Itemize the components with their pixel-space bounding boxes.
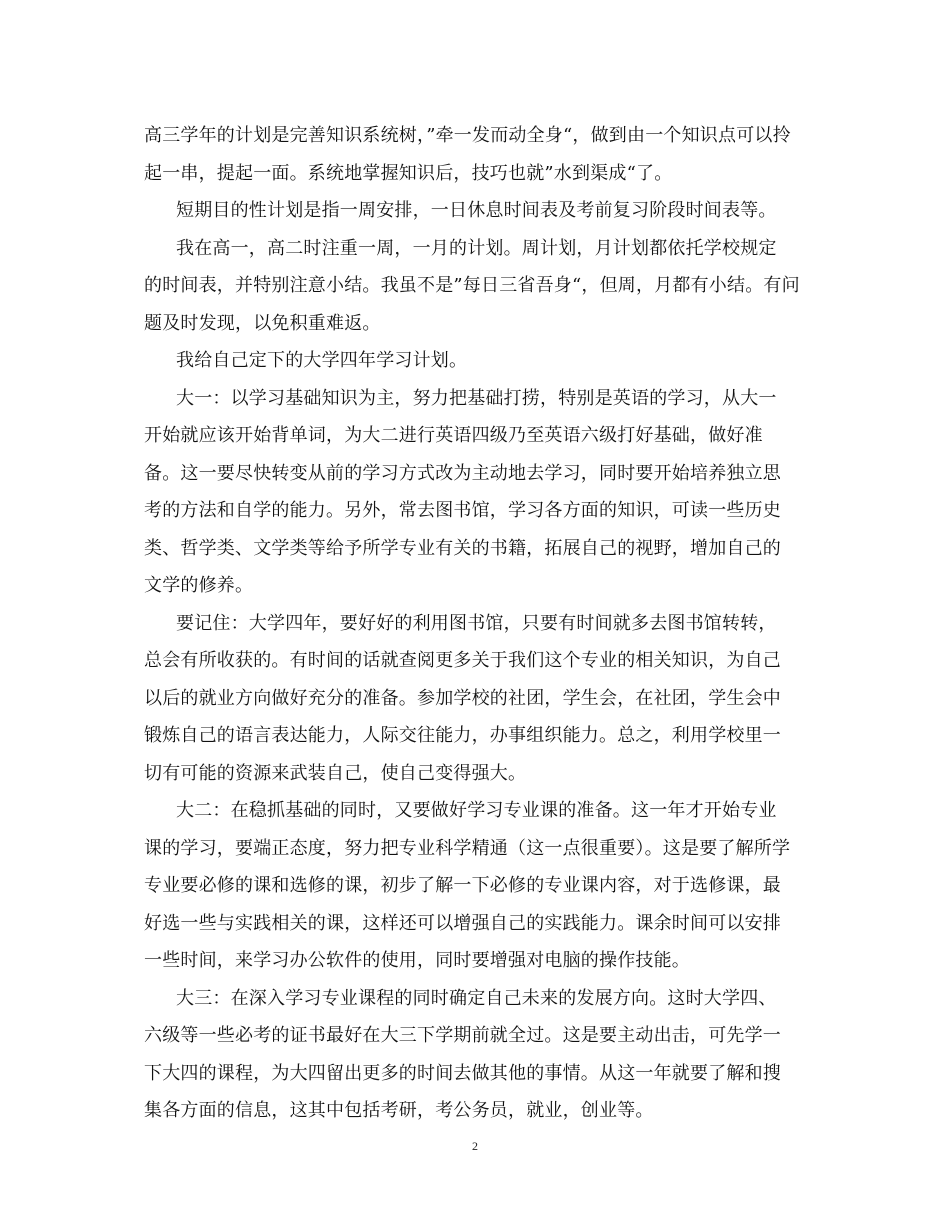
- text-line: 高三学年的计划是完善知识系统树，”牵一发而动全身“，做到由一个知识点可以拎: [144, 125, 791, 146]
- text-line: 备。这一要尽快转变从前的学习方式改为主动地去学习，同时要开始培养独立思: [144, 462, 781, 484]
- text-line: 六级等一些必考的证书最好在大三下学期前就全过。这是要主动出击，可先学一: [144, 1025, 781, 1046]
- text-line: 起一串，提起一面。系统地掌握知识后，技巧也就”水到渠成“了。: [144, 162, 673, 184]
- text-line: 考的方法和自学的能力。另外，常去图书馆，学习各方面的知识，可读一些历史: [144, 500, 781, 521]
- text-line: 课的学习，要端正态度，努力把专业科学精通（这一点很重要）。这是要了解所学: [144, 837, 791, 859]
- text-line: 题及时发现，以免积重难返。: [144, 312, 381, 334]
- paragraph-first-line: 大一：以学习基础知识为主，努力把基础打捞，特别是英语的学习，从大一: [176, 387, 777, 409]
- paragraph-first-line: 短期目的性计划是指一周安排，一日休息时间表及考前复习阶段时间表等。: [176, 200, 777, 221]
- text-line: 开始就应该开始背单词，为大二进行英语四级乃至英语六级打好基础，做好准: [144, 425, 763, 446]
- text-line: 专业要必修的课和选修的课，初步了解一下必修的专业课内容，对于选修课，最: [144, 875, 781, 896]
- paragraph-first-line: 我给自己定下的大学四年学习计划。: [176, 350, 468, 371]
- text-line: 总会有所收获的。有时间的话就查阅更多关于我们这个专业的相关知识，为自己: [144, 650, 781, 671]
- text-line: 切有可能的资源来武装自己，使自己变得强大。: [144, 762, 527, 784]
- paragraph-first-line: 大三：在深入学习专业课程的同时确定自己未来的发展方向。这时大学四、: [176, 987, 777, 1009]
- paragraph-first-line: 要记住：大学四年，要好好的利用图书馆，只要有时间就多去图书馆转转，: [176, 612, 777, 634]
- paragraph-first-line: 大二：在稳抓基础的同时，又要做好学习专业课的准备。这一年才开始专业: [176, 800, 777, 821]
- text-line: 类、哲学类、文学类等给予所学专业有关的书籍，拓展自己的视野，增加自己的: [144, 537, 781, 559]
- text-line: 好选一些与实践相关的课，这样还可以增强自己的实践能力。课余时间可以安排: [144, 912, 781, 934]
- text-line: 集各方面的信息，这其中包括考研，考公务员，就业，创业等。: [144, 1100, 654, 1121]
- page-number: 2: [472, 1139, 478, 1153]
- text-line: 锻炼自己的语言表达能力，人际交往能力，办事组织能力。总之，利用学校里一: [144, 725, 781, 746]
- text-line: 以后的就业方向做好充分的准备。参加学校的社团，学生会，在社团，学生会中: [144, 687, 781, 709]
- text-line: 下大四的课程，为大四留出更多的时间去做其他的事情。从这一年就要了解和搜: [144, 1062, 781, 1084]
- text-line: 的时间表，并特别注意小结。我虽不是”每日三省吾身“，但周，月都有小结。有问: [144, 275, 800, 296]
- text-line: 文学的修养。: [144, 575, 254, 596]
- paragraph-first-line: 我在高一，高二时注重一周，一月的计划。周计划，月计划都依托学校规定: [176, 237, 777, 259]
- text-line: 一些时间，来学习办公软件的使用，同时要增强对电脑的操作技能。: [144, 950, 690, 971]
- document-body: [144, 117, 812, 1130]
